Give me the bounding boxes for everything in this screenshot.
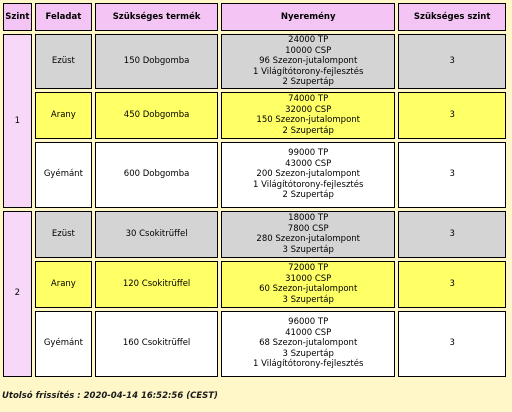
- level-cell: 2: [3, 211, 32, 377]
- table-row: [3, 34, 506, 89]
- task-cell: Ezüst: [35, 211, 92, 258]
- reward-line: 2 Szupertáp: [282, 125, 334, 136]
- reward-line: 10000 CSP: [285, 45, 332, 56]
- reward-cell: [221, 211, 395, 258]
- reward-line: 2 Szupertáp: [282, 190, 334, 201]
- reward-line: 1 Világítótorony-fejlesztés: [253, 359, 364, 370]
- reward-line: 1 Világítótorony-fejlesztés: [253, 66, 364, 77]
- reward-line: 43000 CSP: [285, 158, 332, 169]
- reward-line: 3 Szupertáp: [282, 294, 334, 305]
- reward-line: 2 Szupertáp: [282, 77, 334, 87]
- reward-cell: [221, 34, 395, 89]
- product-cell: 120 Csokitrüffel: [95, 261, 218, 308]
- reward-cell: [221, 142, 395, 208]
- table-row: [3, 311, 506, 377]
- required-level-cell: 3: [398, 211, 506, 258]
- product-cell: 450 Dobgomba: [95, 92, 218, 139]
- reward-line: 32000 CSP: [285, 104, 332, 115]
- reward-line: 150 Szezon-jutalompont: [256, 115, 360, 125]
- product-cell: 600 Dobgomba: [95, 142, 218, 208]
- product-cell: 30 Csokitrüffel: [95, 211, 218, 258]
- reward-line: 18000 TP: [288, 213, 329, 223]
- header-row: [3, 3, 506, 31]
- required-level-cell: 3: [398, 142, 506, 208]
- product-cell: 160 Csokitrüffel: [95, 311, 218, 377]
- task-cell: Gyémánt: [35, 311, 92, 377]
- reward-cell: [221, 261, 395, 308]
- required-level-cell: 3: [398, 311, 506, 377]
- reward-line: 99000 TP: [288, 148, 329, 159]
- reward-line: 24000 TP: [288, 35, 329, 45]
- required-level-cell: 3: [398, 92, 506, 139]
- reward-cell: [221, 311, 395, 377]
- header-required-product: Szükséges termék: [95, 3, 218, 31]
- task-cell: Ezüst: [35, 34, 92, 89]
- reward-line: 280 Szezon-jutalompont: [256, 234, 360, 244]
- reward-line: 72000 TP: [288, 263, 329, 273]
- reward-line: 1 Világítótorony-fejlesztés: [253, 179, 364, 190]
- header-required-level: Szükséges szint: [398, 3, 506, 31]
- task-cell: Arany: [35, 92, 92, 139]
- table-row: [3, 92, 506, 139]
- reward-line: 3 Szupertáp: [282, 244, 334, 255]
- header-task: Feladat: [35, 3, 92, 31]
- product-cell: 150 Dobgomba: [95, 34, 218, 89]
- reward-line: 68 Szezon-jutalompont: [259, 338, 358, 349]
- header-reward: Nyeremény: [221, 3, 395, 31]
- header-level: Szint: [3, 3, 32, 31]
- last-updated-footer: Utolsó frissítés : 2020-04-14 16:52:56 (CEST): [2, 391, 218, 401]
- reward-line: 96000 TP: [288, 317, 329, 328]
- table-row: [3, 261, 506, 308]
- reward-cell: [221, 92, 395, 139]
- reward-line: 3 Szupertáp: [282, 348, 334, 359]
- reward-line: 7800 CSP: [287, 223, 329, 234]
- level-cell: 1: [3, 34, 32, 208]
- reward-line: 60 Szezon-jutalompont: [259, 284, 358, 294]
- reward-line: 41000 CSP: [285, 327, 332, 338]
- task-cell: Arany: [35, 261, 92, 308]
- reward-line: 200 Szezon-jutalompont: [256, 169, 360, 180]
- required-level-cell: 3: [398, 261, 506, 308]
- task-cell: Gyémánt: [35, 142, 92, 208]
- table-row: [3, 211, 506, 258]
- table-row: [3, 142, 506, 208]
- reward-line: 31000 CSP: [285, 273, 332, 284]
- reward-line: 74000 TP: [288, 94, 329, 104]
- reward-line: 96 Szezon-jutalompont: [259, 56, 358, 66]
- required-level-cell: 3: [398, 34, 506, 89]
